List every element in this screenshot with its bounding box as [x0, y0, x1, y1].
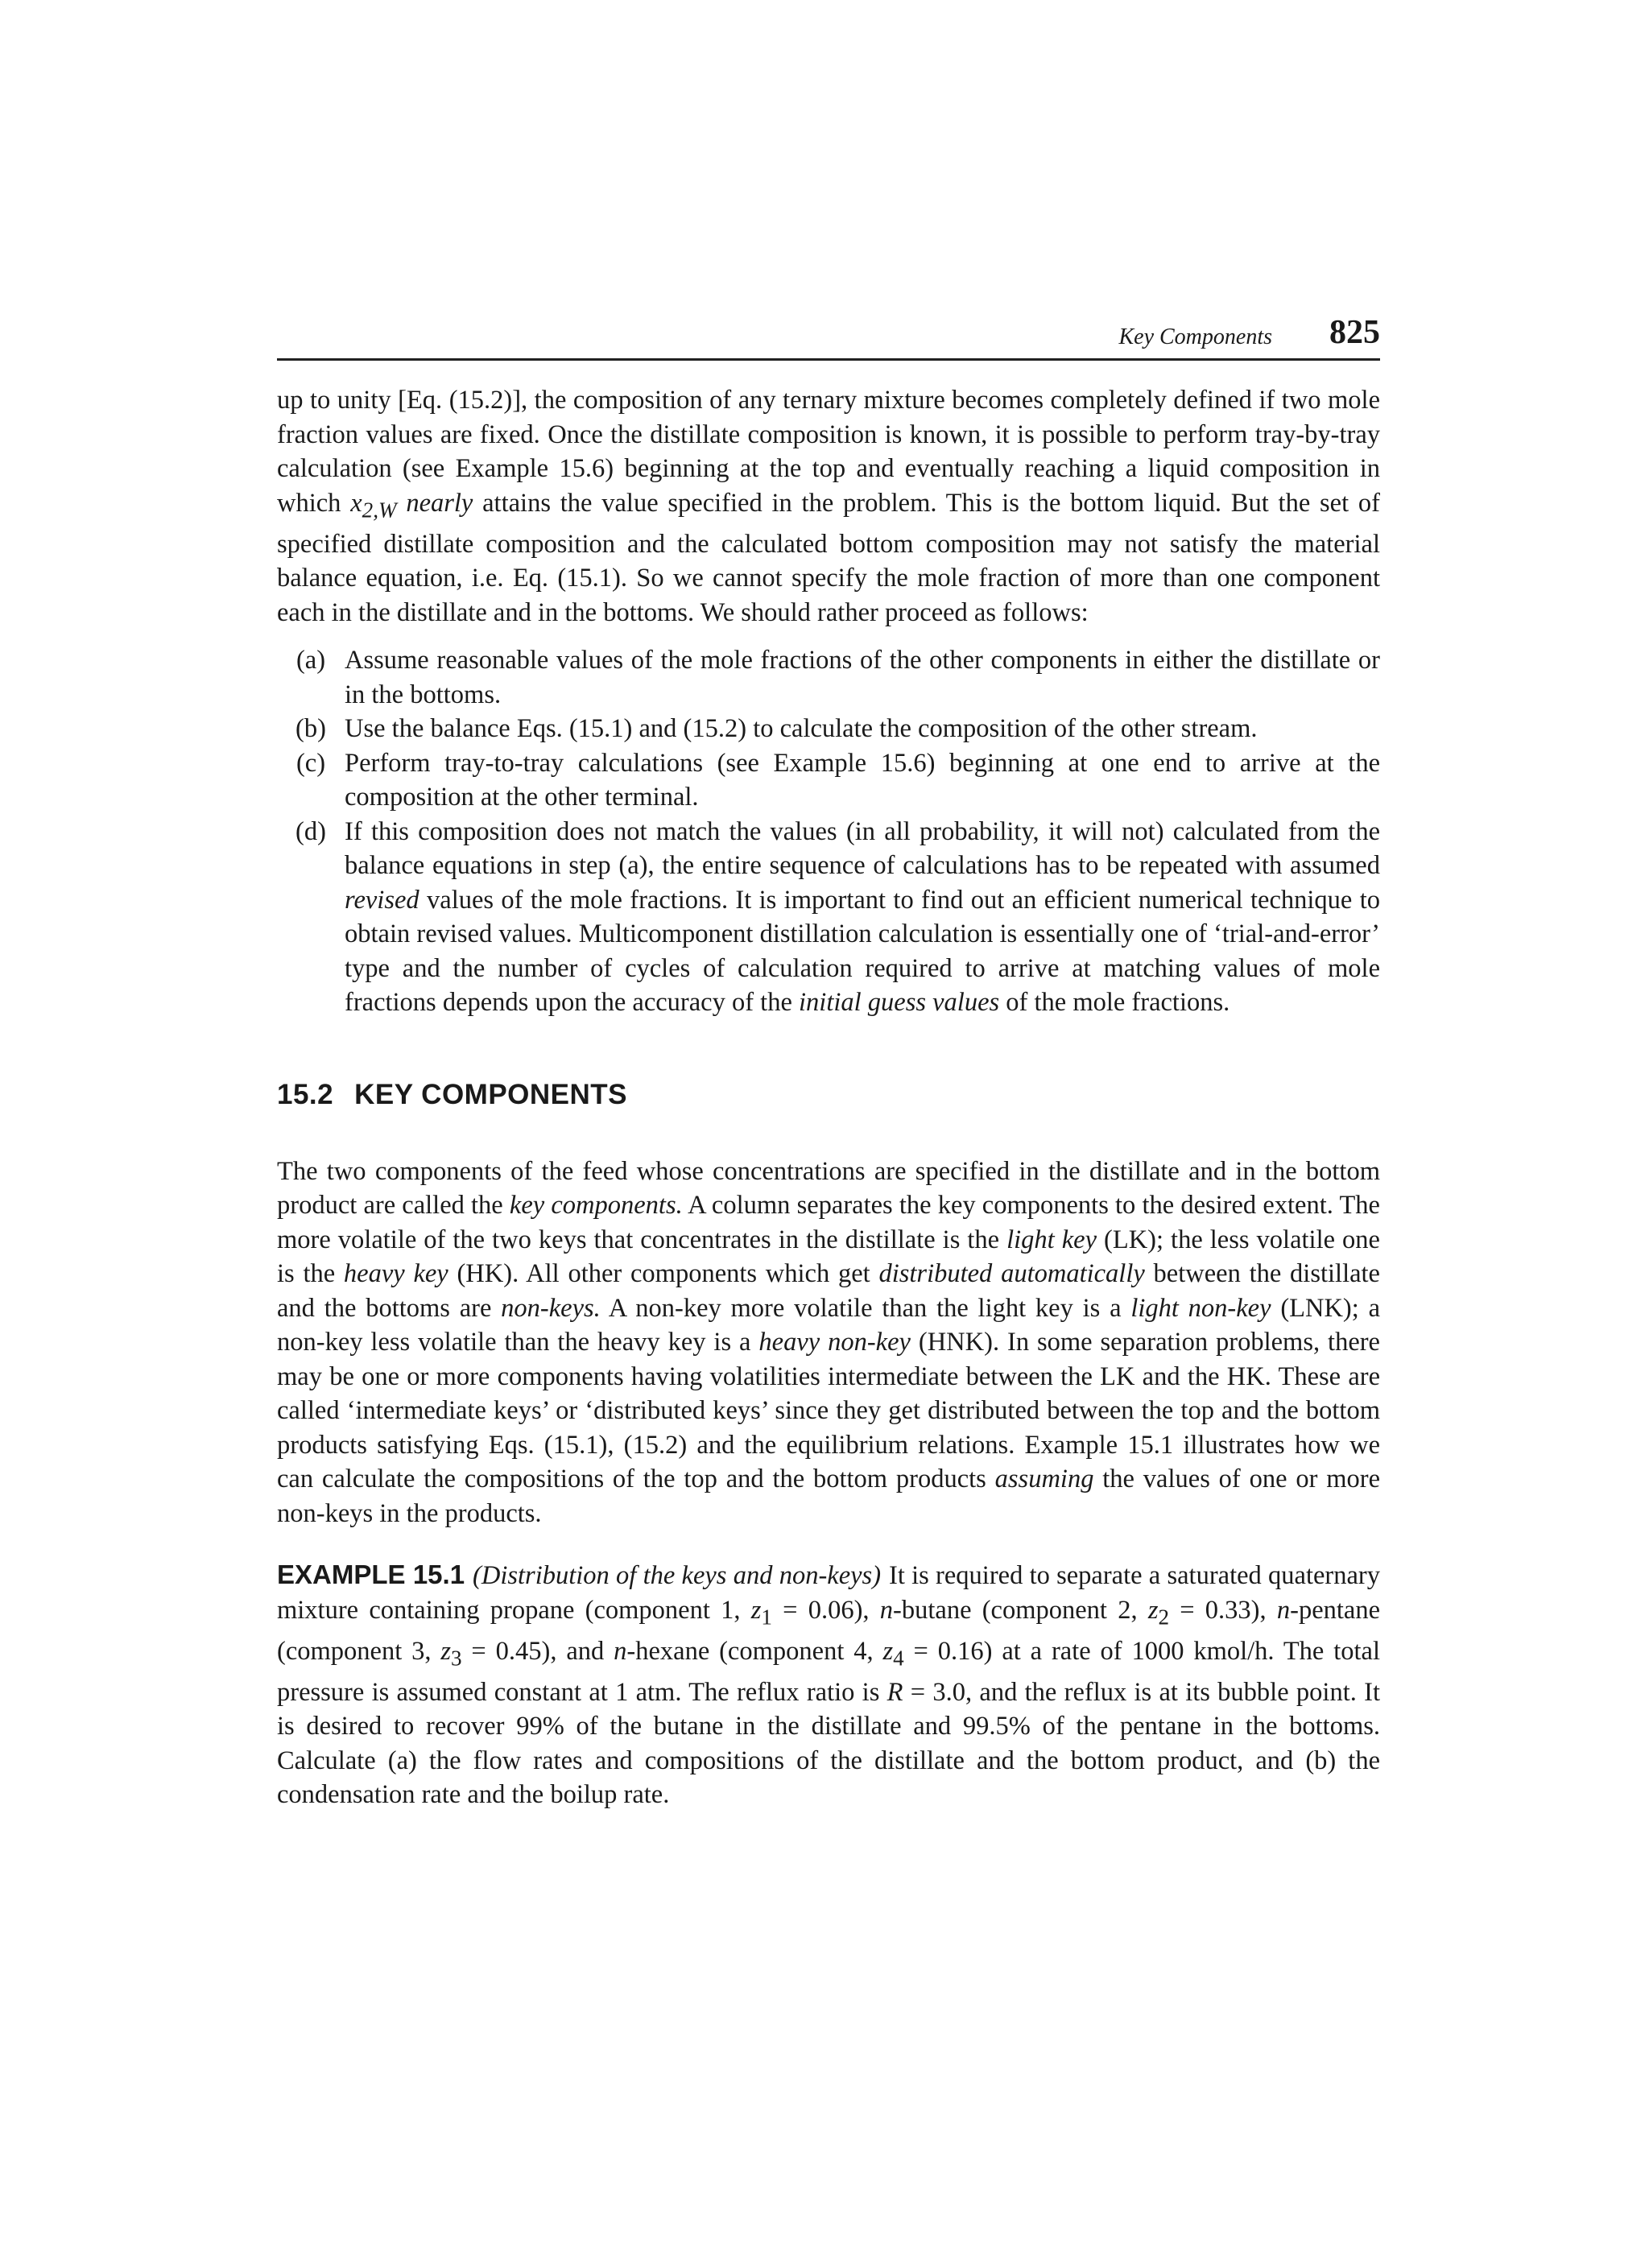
- running-title: Key Components: [1118, 324, 1272, 349]
- subscript: 4: [893, 1646, 904, 1670]
- variable-z: z: [1147, 1595, 1159, 1625]
- term-non-keys: non-keys.: [501, 1293, 601, 1323]
- example-text: It is required to separate a saturated quaternary mixture containing propane (component 1,: [277, 1561, 1380, 1625]
- subscript: 1: [761, 1605, 772, 1629]
- step-marker: (c): [295, 748, 326, 778]
- example-text: = 0.16) at a rate of 1000 kmol/h. The total pressure is assumed constant at 1 atm. The reflux ratio is: [277, 1636, 1380, 1707]
- example-text: = 0.06),: [771, 1595, 880, 1625]
- italic-n: n: [879, 1595, 894, 1625]
- list-item: [277, 712, 1380, 746]
- emphasis-initial-guess: initial guess values: [799, 988, 1000, 1017]
- example-text: = 0.33),: [1169, 1595, 1277, 1625]
- section-number: 15.2: [277, 1078, 334, 1110]
- page-number: 825: [1329, 314, 1380, 351]
- intro-text: up to unity [Eq. (15.2)], the composition of any ternary mixture becomes completely defined if two mole fraction values are fixed. Once the distillate composition is known, it is possible to perform tray-by-tray calculation (see Example 15.6) beginning at the top and eventually reaching a liquid composition in which: [277, 386, 1380, 518]
- example-label: EXAMPLE 15.1: [277, 1560, 465, 1589]
- text-part: (HNK). In some separation problems, there may be one or more components having volatilities intermediate between the LK and the HK. These are called ‘intermediate keys’ or ‘distributed keys’ since they get distributed between the top and the bottom products satisfying Eqs. (15.1), (15.2) and the equilibrium relations. Example 15.1 illustrates how we can calculate the compositions of the top and the bottom products: [277, 1328, 1380, 1493]
- variable-z: z: [882, 1636, 894, 1666]
- term-light-key: light key: [1006, 1225, 1097, 1254]
- subscript: 3: [451, 1646, 462, 1670]
- text-part: (LNK); a non-key less volatile than the heavy key is a: [277, 1293, 1380, 1357]
- step-text: Use the balance Eqs. (15.1) and (15.2) to calculate the composition of the other stream.: [345, 714, 1258, 743]
- subscript: 2: [1158, 1605, 1170, 1629]
- example-text: -butane (component 2,: [893, 1595, 1148, 1625]
- step-marker: (a): [295, 646, 326, 675]
- list-item: [277, 746, 1380, 815]
- emphasis-nearly: nearly: [396, 488, 473, 518]
- text-part: between the distillate and the bottoms are: [277, 1259, 1380, 1323]
- key-components-paragraph: [277, 1155, 1380, 1531]
- term-heavy-non-key: heavy non-key: [758, 1328, 911, 1357]
- term-key-components: key components.: [509, 1191, 683, 1220]
- list-item: [277, 815, 1380, 1020]
- step-marker: (b): [295, 714, 326, 743]
- variable-r: R: [886, 1677, 903, 1707]
- term-distributed: distributed automatically: [878, 1259, 1145, 1288]
- step-text-part: of the mole fractions.: [999, 988, 1230, 1017]
- example-15-1: [277, 1558, 1380, 1812]
- section-title: KEY COMPONENTS: [354, 1078, 628, 1110]
- intro-text-end: attains the value specified in the problem. This is the bottom liquid. But the set of specified distillate composition and the calculated bottom composition may not satisfy the material balance equation, i.e. Eq. (15.1). So we cannot specify the mole fraction of more than one component each in the distillate and in the bottoms. We should rather proceed as follows:: [277, 488, 1380, 627]
- step-marker: (d): [295, 816, 326, 846]
- text-part: A non-key more volatile than the light key is a: [600, 1293, 1131, 1323]
- text-part: The two components of the feed whose concentrations are specified in the distillate and in the bottom product are called the: [277, 1156, 1380, 1220]
- italic-n: n: [614, 1636, 627, 1666]
- text-part: (HK). All other components which get: [448, 1259, 879, 1288]
- example-text: = 0.45), and: [461, 1636, 614, 1666]
- step-text: [345, 815, 1380, 1020]
- variable-z: z: [440, 1636, 452, 1666]
- step-text: Perform tray-to-tray calculations (see Example 15.6) beginning at one end to arrive at the composition at the other terminal.: [345, 748, 1380, 812]
- section-heading: [277, 1077, 1380, 1113]
- intro-paragraph: [277, 383, 1380, 630]
- italic-n: n: [1276, 1595, 1291, 1625]
- step-text: Assume reasonable values of the mole fractions of the other components in either the distillate or in the bottoms.: [345, 646, 1380, 709]
- example-text: -pentane (component 3,: [277, 1595, 1381, 1666]
- list-item: [277, 643, 1380, 712]
- variable-z: z: [750, 1595, 762, 1625]
- example-text: = 3.0, and the reflux is at its bubble point. It is desired to recover 99% of the butane in the distillate and 99.5% of the pentane in the bottoms. Calculate (a) the flow rates and compositions of the distillate and the bottom product, and (b) the condensation rate and the boilup rate.: [277, 1677, 1380, 1809]
- example-text: -hexane (component 4,: [626, 1636, 883, 1666]
- text-part: (LK); the less volatile one is the: [277, 1225, 1380, 1288]
- term-heavy-key: heavy key: [343, 1259, 448, 1288]
- text-part: A column separates the key components to the desired extent. The more volatile of the two keys that concentrates in the distillate is the: [277, 1191, 1380, 1254]
- step-text-part: values of the mole fractions. It is important to find out an efficient numerical technique to obtain revised values. Multicomponent distillation calculation is essentially one of ‘trial-and-error’ type and the number of cycles of calculation required to arrive at matching values of mole fractions depends upon the accuracy of the: [345, 885, 1380, 1017]
- running-header: [277, 314, 1380, 361]
- book-page: [277, 314, 1381, 1812]
- term-assuming: assuming: [994, 1464, 1094, 1493]
- text-part: the values of one or more non-keys in the products.: [277, 1464, 1380, 1528]
- example-title: (Distribution of the keys and non-keys): [473, 1561, 882, 1590]
- variable-x: x: [350, 488, 362, 518]
- step-text-part: If this composition does not match the values (in all probability, it will not) calculated from the balance equations in step (a), the entire sequence of calculations has to be repeated with assumed: [345, 816, 1380, 880]
- procedure-steps: [277, 643, 1380, 1020]
- subscript-2w: 2,W: [362, 498, 397, 522]
- term-light-non-key: light non-key: [1130, 1293, 1271, 1323]
- emphasis-revised: revised: [345, 885, 419, 915]
